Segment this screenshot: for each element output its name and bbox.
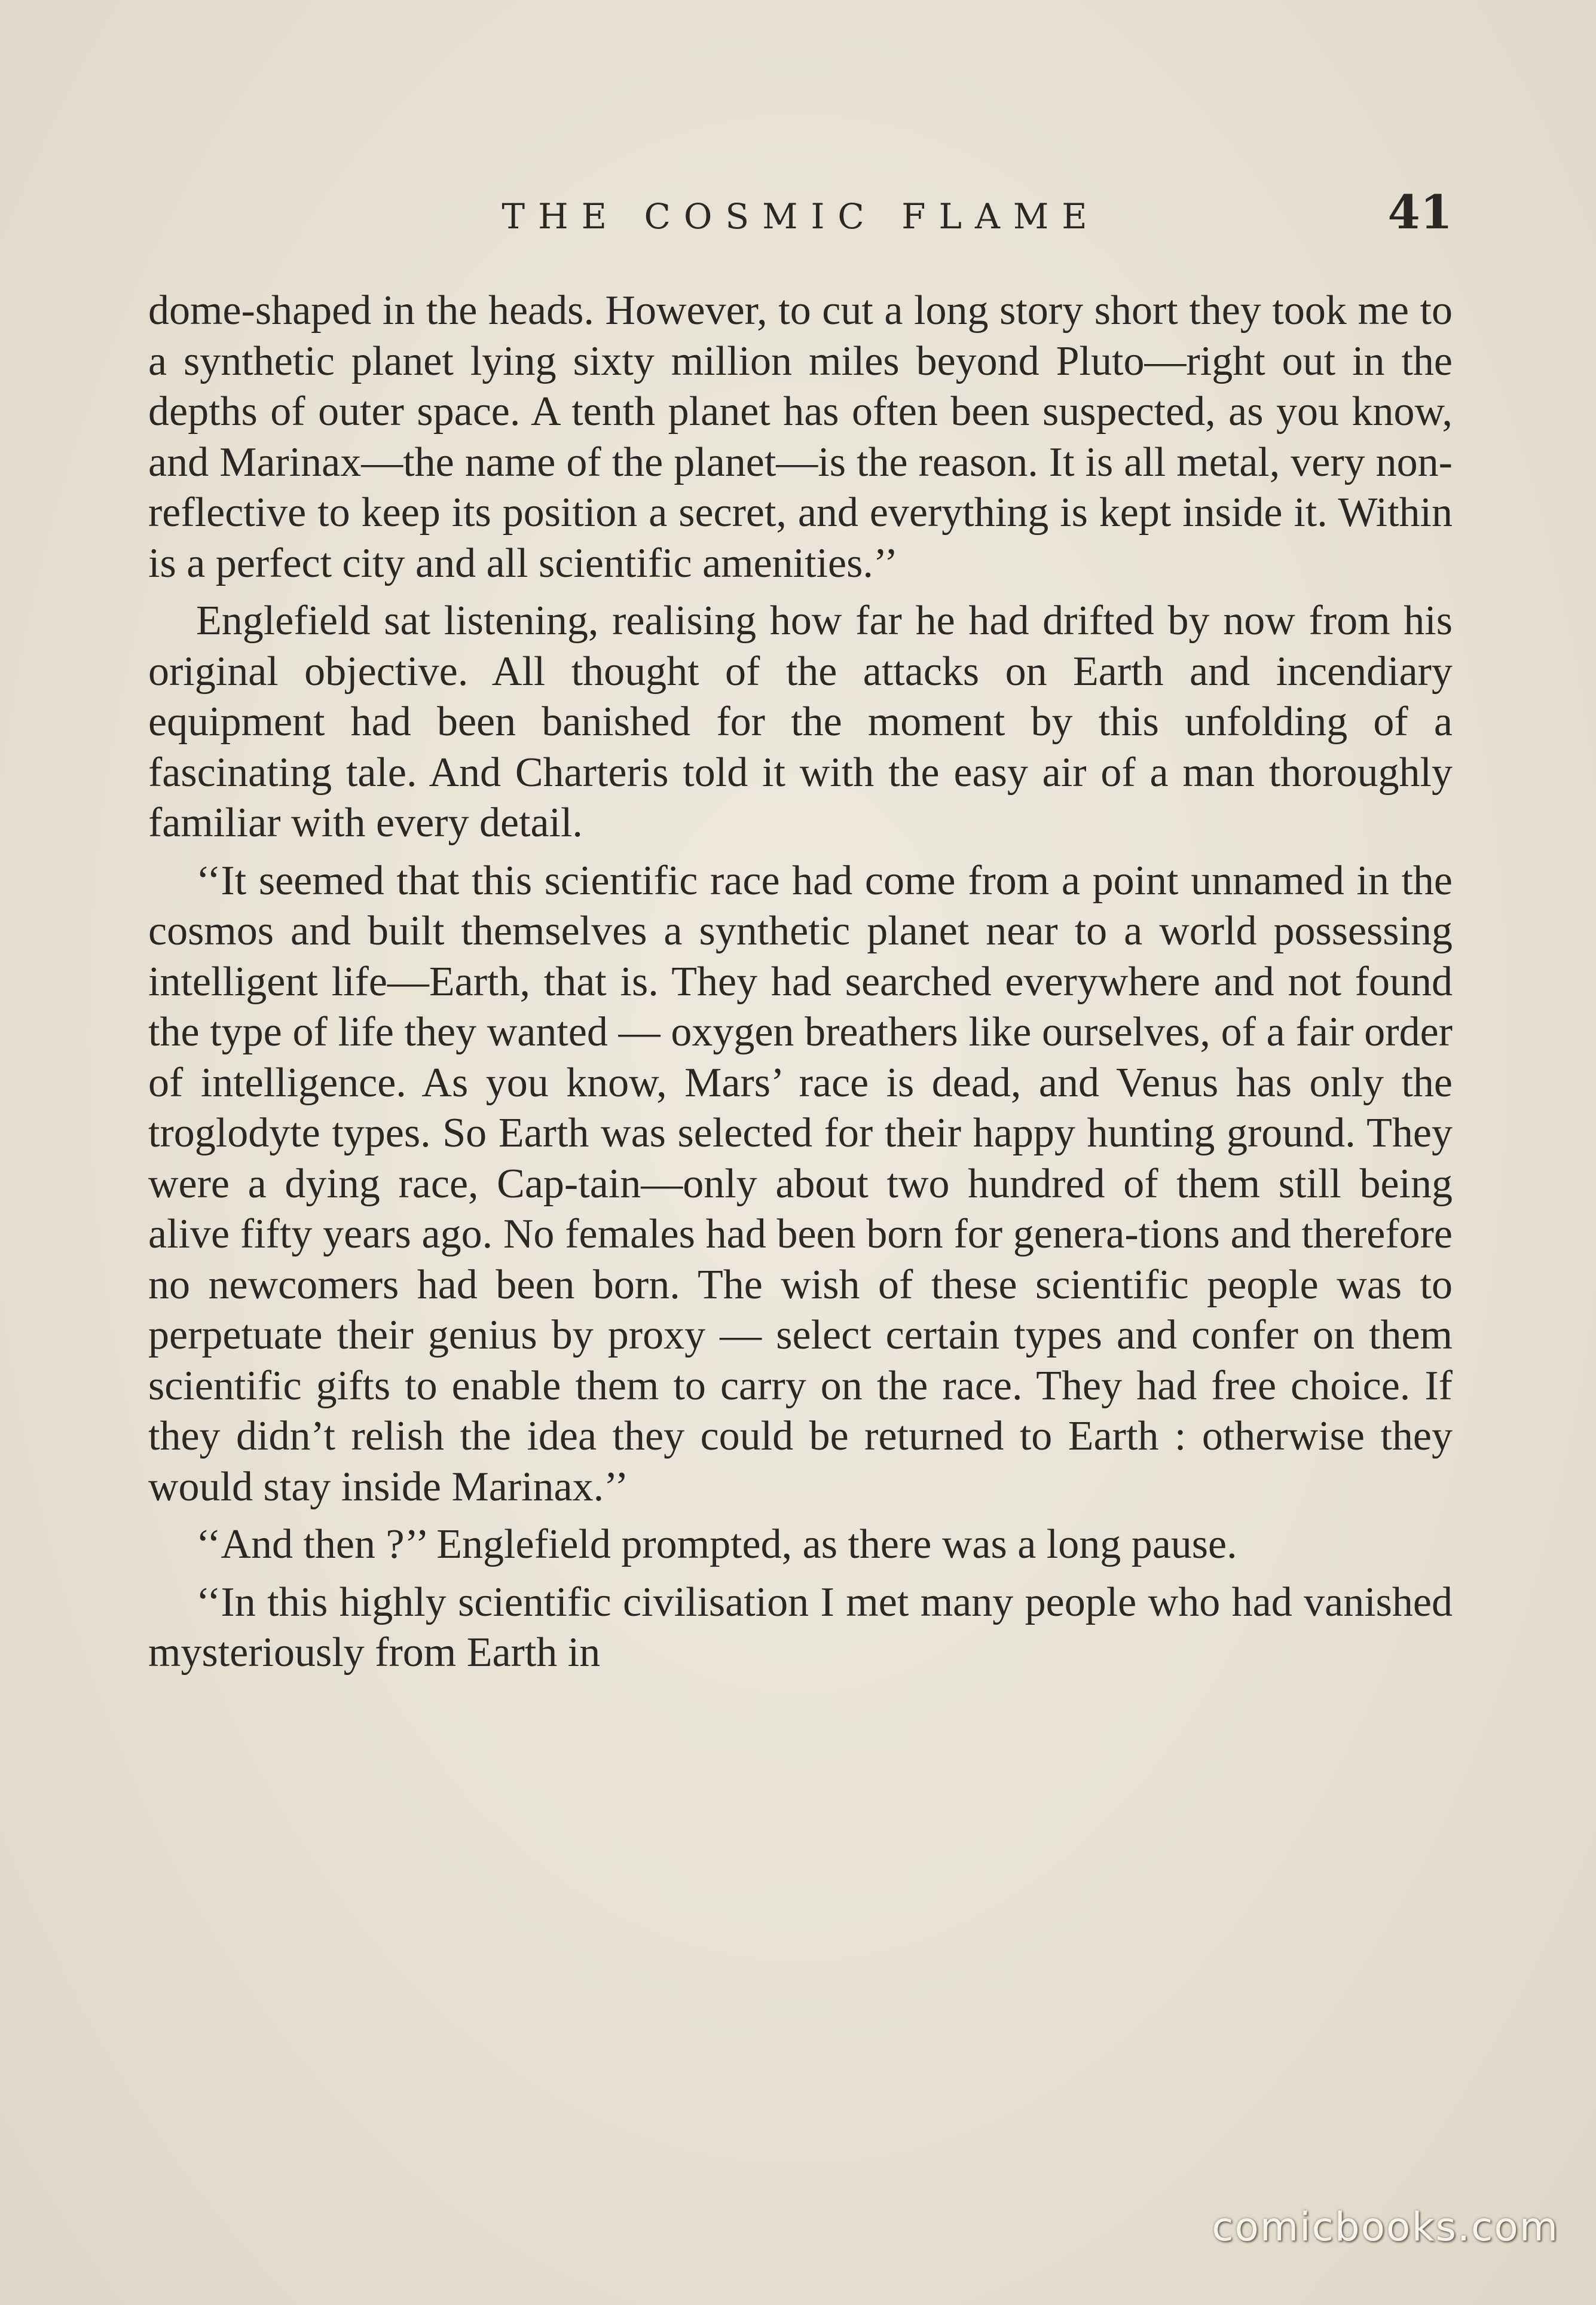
paragraph-3: ‘‘It seemed that this scientific race had come from a point unnamed in the cosmos and built themselves a synthetic planet near to a world possessing intelligent life—Earth, that is. They had searched everywhere and not found the type of life they wanted — oxygen breathers like ourselves, of a fair order of intelligence. As you know, Mars’ race is dead, and Venus has only the troglodyte types. So Earth was selected for their happy hunting ground. They were a dying race, Cap-tain—only about two hundred of them still being alive fifty years ago. No females had been born for genera-tions and therefore no newcomers had been born. The wish of these scientific people was to perpetuate their genius by proxy — select certain types and confer on them scientific gifts to enable them to carry on the race. They had free choice. If they didn’t relish the idea they could be returned to Earth : otherwise they would stay inside Marinax.’’ — [148, 857, 1453, 1510]
paragraph-1: dome-shaped in the heads. However, to cut a long story short they took me to a synthetic planet lying sixty million miles beyond Pluto—right out in the depths of outer space. A tenth planet has often been suspected, as you know, and Marinax—the name of the planet—is the reason. It is all metal, very non-reflective to keep its position a secret, and everything is kept inside it. Within is a perfect city and all scientific amenities.’’ — [148, 288, 1453, 586]
watermark: comicbooks.com — [1212, 2204, 1559, 2250]
page-number: 41 — [1387, 185, 1453, 240]
page-header — [149, 185, 1453, 244]
body-text — [148, 286, 1453, 1686]
paragraph-2: Englefield sat listening, realising how far he had drifted by now from his original objective. All thought of the attacks on Earth and incendiary equipment had been banished for the moment by this unfolding of a fascinating tale. And Charteris told it with the easy air of a man thoroughly familiar with every detail. — [148, 598, 1453, 846]
paragraph-5: ‘‘In this highly scientific civilisation I met many people who had vanished mysteriously from Earth in — [148, 1579, 1453, 1676]
running-title: THE COSMIC FLAME — [502, 196, 1100, 237]
paragraph-4: ‘‘And then ?’’ Englefield prompted, as there was a long pause. — [196, 1521, 1237, 1567]
